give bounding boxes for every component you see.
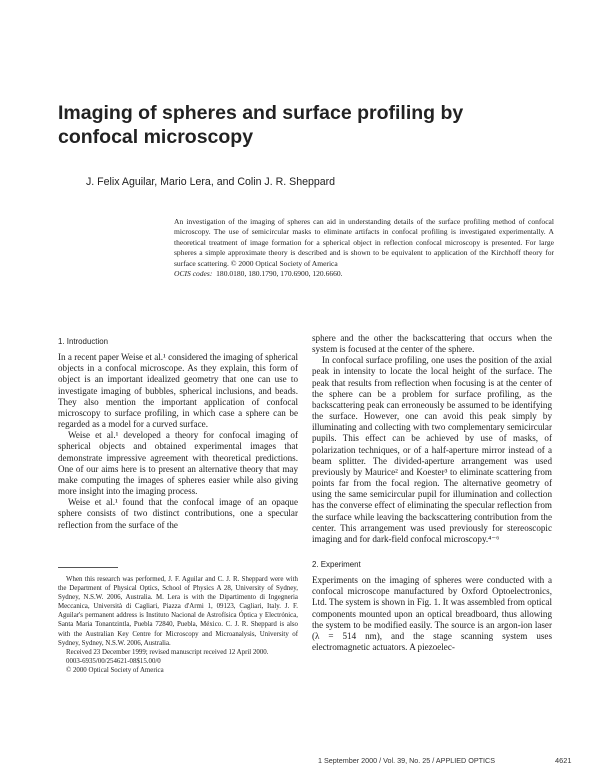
abstract xyxy=(174,217,554,279)
section-heading-introduction: 1. Introduction xyxy=(58,337,109,346)
footnote-affiliations: When this research was performed, J. F. Aguilar and C. J. R. Sheppard were with the Department of Physical Optics, School of Physics A 28, University of Sydney, Sydney, N.S.W. 2006, Australia. M. Lera is with the Dipartimento di Ingegneria Meccanica, Università di Cagliari, Piazza d'Armi 1, 09123, Cagliari, Italy. J. F. Aguilar's permanent address is Instituto Nacional de Astrofísica Óptica y Electrónica, Santa Maria Tonantzintla, Puebla 72840, Puebla, México. C. J. R. Sheppard is also with the Australian Key Centre for Microscopy and Microanalysis, University of Sydney, Sydney, N.S.W. 2006, Australia. xyxy=(58,576,298,647)
intro-paragraph-2: Weise et al.¹ developed a theory for confocal imaging of spherical objects and obtained experimental images that demonstrate impressive agreement with theoretical predictions. One of our aims here is to present an alternative theory that may make computing the images of spheres easier while also giving more insight into the imaging process. xyxy=(58,430,298,497)
article-title: Imaging of spheres and surface profiling by confocal microscopy xyxy=(58,102,464,148)
left-column xyxy=(58,336,298,531)
intro-paragraph-1: In a recent paper Weise et al.¹ considered the imaging of spherical objects in a confocal microscope. As they explain, this form of object is an important idealized geometry that one can use to investigate imaging of bubbles, spherical inclusions, and beads. They also mention the important application of confocal microscopy to surface profiling, in which case a sphere can be regarded as a model for a curved surface. xyxy=(58,352,298,430)
intro-paragraph-5: In confocal surface profiling, one uses the position of the axial peak in intensity to locate the local height of the surface. The peak that results from reflection when focusing is at the center of the sphere can be a problem for surface profiling, as the backscattering peak can erroneously be assumed to be identifying the surface. However, one can avoid this peak simply by illuminating and collecting with two complementary semicircular pupils. This effect can be achieved by use of masks, of polarization techniques, or of a half-aperture mirror instead of a beam splitter. The divided-aperture arrangement was used previously by Maurice² and Koester³ to eliminate scattering from points far from the focal region. The alternative geometry of using the same semicircular pupil for illumination and collection has the converse effect of eliminating the specular reflection from the surface while leaving the backscattering contribution from the center. This arrangement was used previously for stereoscopic imaging and for dark-field confocal microscopy.⁴⁻⁶ xyxy=(312,355,552,544)
footnote-code: 0003-6935/00/254621-08$15.00/0 xyxy=(66,657,161,665)
running-footer: 1 September 2000 / Vol. 39, No. 25 / APPLIED OPTICS xyxy=(318,756,495,765)
ocis-values: 180.0180, 180.1790, 170.6900, 120.6660. xyxy=(216,269,343,279)
experiment-paragraph-1: Experiments on the imaging of spheres were conducted with a confocal microscope manufactured by Oxford Optoelectronics, Ltd. The system is shown in Fig. 1. It was assembled from optical components mounted upon an optical breadboard, thus allowing the system to be modified easily. The source is an argon-ion laser (λ = 514 nm), and the stage scanning system uses electromagnetic actuators. A piezoelec- xyxy=(312,575,552,653)
intro-paragraph-3: Weise et al.¹ found that the confocal image of an opaque sphere consists of two distinct contributions, one a specular reflection from the surface of the xyxy=(58,497,298,530)
footnotes xyxy=(58,575,298,675)
section-spacer xyxy=(312,545,552,559)
section-heading-experiment: 2. Experiment xyxy=(312,559,361,569)
ocis-label: OCIS codes: xyxy=(174,269,213,279)
right-column xyxy=(312,333,552,653)
ocis-codes xyxy=(174,269,554,279)
footnote-copyright: © 2000 Optical Society of America xyxy=(66,666,164,674)
footnote-received: Received 23 December 1999; revised manuscript received 12 April 2000. xyxy=(66,648,269,656)
abstract-text: An investigation of the imaging of spheres can aid in understanding details of the surface profiling method of confocal microscopy. The use of semicircular masks to eliminate artifacts in confocal profiling is investigated experimentally. A theoretical treatment of image formation for a spherical object in reflection confocal microscopy is presented. For large spheres a simple approximate theory is described and is shown to be equivalent to application of the Kirchhoff theory for surface scattering. © 2000 Optical Society of America xyxy=(174,217,554,268)
intro-paragraph-4: sphere and the other the backscattering that occurs when the system is focused at the center of the sphere. xyxy=(312,333,552,355)
footnote-rule xyxy=(58,567,118,568)
author-list: J. Felix Aguilar, Mario Lera, and Colin J. R. Sheppard xyxy=(86,176,336,188)
page-number: 4621 xyxy=(555,756,572,765)
